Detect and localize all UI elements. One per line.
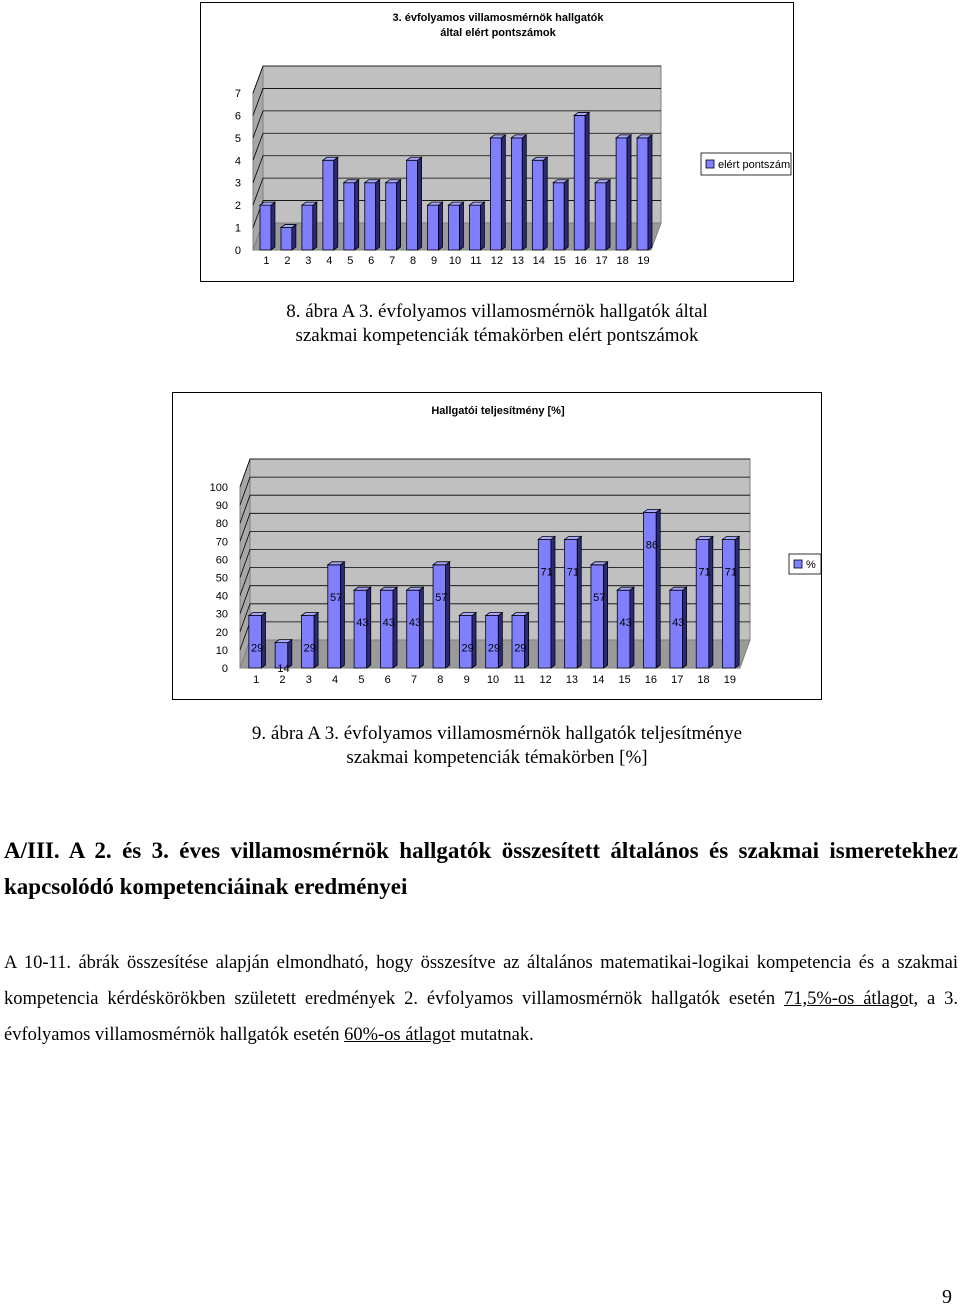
bar	[470, 205, 481, 250]
x-tick-label: 9	[430, 255, 438, 267]
bar-side	[627, 135, 631, 250]
bar	[553, 183, 564, 250]
x-tick-label: 16	[574, 255, 587, 267]
x-tick-label: 12	[490, 255, 504, 267]
x-tick-label: 3	[305, 674, 312, 686]
bar-side	[735, 536, 739, 668]
bar-side	[522, 135, 526, 250]
chart-points	[200, 2, 794, 282]
bar-side	[604, 562, 608, 668]
bar-side	[472, 613, 476, 668]
bar-side	[340, 562, 344, 668]
bar-side	[501, 135, 505, 250]
x-tick-label: 17	[595, 255, 608, 267]
bar	[260, 205, 271, 250]
bar	[365, 183, 376, 250]
x-tick-label: 10	[486, 674, 500, 686]
y-tick-label: 0	[221, 663, 228, 675]
y-tick-label: 2	[234, 200, 241, 213]
data-label: 43	[356, 617, 369, 630]
bar	[616, 138, 627, 250]
legend-label: elért pontszám	[718, 159, 791, 171]
bar-side	[656, 509, 660, 668]
y-tick-label: 1	[234, 222, 241, 235]
x-tick-label: 5	[347, 255, 354, 267]
para-underline-1: 71,5%-os átlago	[783, 989, 909, 1009]
x-tick-label: 5	[358, 674, 365, 686]
figure-9-caption-line1: 9. ábra A 3. évfolyamos villamosmérnök hallgatók teljesítménye	[251, 723, 743, 744]
legend-label: %	[806, 559, 816, 571]
x-tick-label: 16	[644, 674, 658, 686]
bar	[407, 160, 418, 250]
figure-8-caption-line1: 8. ábra A 3. évfolyamos villamosmérnök hallgatók által	[286, 301, 708, 322]
bar-side	[397, 180, 401, 250]
bar-side	[313, 202, 317, 250]
bar-side	[261, 613, 265, 668]
data-label: 29	[461, 642, 474, 655]
data-label: 71	[698, 566, 711, 579]
y-tick-label: 7	[234, 88, 241, 100]
data-label: 57	[593, 591, 606, 604]
bar	[637, 138, 648, 250]
bar	[323, 160, 334, 250]
bar	[449, 205, 460, 250]
x-tick-label: 2	[284, 255, 291, 267]
y-tick-label: 20	[215, 626, 228, 639]
bar-side	[709, 536, 713, 668]
bar	[644, 512, 657, 668]
x-tick-label: 8	[437, 674, 444, 686]
bar-side	[334, 157, 338, 250]
chart-title: Hallgatói teljesítmény [%]	[431, 405, 565, 417]
body-paragraph	[4, 945, 958, 1053]
data-label: 29	[303, 642, 316, 655]
figure-8-caption	[200, 300, 794, 348]
x-tick-label: 6	[368, 255, 375, 267]
bar	[386, 183, 397, 250]
bar-side	[438, 202, 442, 250]
legend-swatch	[706, 160, 714, 168]
y-tick-label: 40	[215, 590, 228, 603]
bar-side	[292, 225, 296, 250]
x-tick-label: 6	[384, 674, 391, 686]
data-label: 57	[329, 591, 343, 604]
bar-side	[498, 613, 502, 668]
section-heading: A/III. A 2. és 3. éves villamosmérnök hallgatók összesített általános és szakmai ismeretekhez kapcsolódó kompetenciáinak eredményei	[4, 838, 958, 899]
y-tick-label: 30	[215, 608, 228, 621]
y-tick-label: 60	[215, 554, 228, 567]
bar	[490, 138, 501, 250]
data-label: 43	[408, 617, 422, 630]
para-text-1: A 10-11. ábrák összesítése alapján elmondható, hogy összesítve az általános matematikai-logikai kompetencia és a szakmai kompetencia kérdéskörökben született eredmények 2. évfolyamos villamosmérnök hallgatók esetén	[4, 953, 958, 1009]
bar	[302, 205, 313, 250]
y-tick-label: 10	[215, 644, 228, 657]
bar	[723, 539, 736, 668]
x-tick-label: 17	[671, 674, 684, 686]
bar-side	[525, 613, 529, 668]
bar-side	[480, 202, 484, 250]
bar-side	[418, 157, 422, 250]
data-label: 43	[672, 617, 685, 630]
data-label: 71	[566, 566, 580, 579]
x-tick-label: 9	[463, 674, 470, 686]
page-number: 9	[942, 1286, 952, 1308]
x-tick-label: 14	[532, 255, 545, 267]
data-label: 71	[724, 566, 737, 579]
y-tick-label: 6	[234, 110, 241, 123]
x-tick-label: 4	[332, 674, 339, 686]
x-tick-label: 10	[448, 255, 462, 267]
x-tick-label: 19	[723, 674, 736, 686]
y-tick-label: 100	[209, 482, 228, 494]
y-tick-label: 80	[215, 518, 228, 531]
x-tick-label: 14	[592, 674, 605, 686]
x-tick-label: 18	[616, 255, 629, 267]
x-tick-label: 15	[618, 674, 631, 686]
x-tick-label: 7	[389, 255, 396, 267]
bar-side	[551, 536, 555, 668]
y-tick-label: 90	[215, 500, 228, 513]
chart-percent	[172, 392, 822, 700]
bar	[591, 565, 604, 668]
chart-percent-svg	[173, 393, 823, 701]
bar	[511, 138, 522, 250]
x-tick-label: 18	[697, 674, 710, 686]
para-text-3: t mutatnak.	[450, 1025, 534, 1045]
chart-title-line1: 3. évfolyamos villamosmérnök hallgatók	[392, 12, 604, 24]
chart-points-svg	[201, 3, 795, 283]
x-tick-label: 8	[410, 255, 417, 267]
x-tick-label: 19	[637, 255, 650, 267]
x-tick-label: 15	[553, 255, 566, 267]
bar	[538, 539, 551, 668]
bar-side	[577, 536, 581, 668]
bar-side	[585, 112, 589, 250]
legend-swatch	[794, 560, 802, 568]
data-label: 57	[435, 591, 448, 604]
data-label: 43	[619, 617, 632, 630]
bar-side	[355, 180, 359, 250]
data-label: 86	[645, 539, 659, 552]
x-tick-label: 1	[253, 674, 260, 686]
data-label: 29	[514, 642, 527, 655]
y-tick-label: 4	[234, 155, 241, 168]
bar	[428, 205, 439, 250]
bar	[532, 160, 543, 250]
bar-side	[459, 202, 463, 250]
data-label: 71	[540, 566, 553, 579]
bar-side	[564, 180, 568, 250]
x-tick-label: 12	[539, 674, 552, 686]
data-label: 14	[277, 663, 290, 675]
bar-side	[314, 613, 318, 668]
para-underline-2: 60%-os átlago	[344, 1025, 451, 1045]
x-tick-label: 13	[511, 255, 524, 267]
x-tick-label: 4	[326, 255, 333, 267]
y-tick-label: 5	[234, 132, 241, 145]
bar	[696, 539, 709, 668]
x-tick-label: 13	[565, 674, 579, 686]
x-tick-label: 7	[410, 674, 418, 686]
data-label: 43	[382, 617, 395, 630]
x-tick-label: 2	[279, 674, 286, 686]
x-tick-label: 11	[513, 674, 526, 686]
y-tick-label: 0	[234, 245, 241, 257]
bar	[281, 228, 292, 250]
chart-title-line2: által elért pontszámok	[440, 27, 556, 39]
data-label: 29	[487, 642, 501, 655]
y-tick-label: 70	[215, 536, 228, 549]
y-tick-label: 50	[215, 572, 228, 585]
bar	[574, 115, 585, 250]
x-tick-label: 3	[305, 255, 312, 267]
data-label: 29	[251, 642, 264, 655]
bar-side	[648, 135, 652, 250]
y-tick-label: 3	[234, 177, 241, 190]
figure-9-caption	[172, 722, 822, 770]
bar-side	[271, 202, 275, 250]
figure-9-caption-line2: szakmai kompetenciák témakörben [%]	[346, 747, 648, 768]
bar-side	[606, 180, 610, 250]
bar-side	[543, 157, 547, 250]
bar	[433, 565, 446, 668]
bar	[565, 539, 578, 668]
bar-side	[446, 562, 450, 668]
para-text-2: t, a 3. évfolyamos villamosmérnök hallgatók esetén	[4, 989, 958, 1045]
x-tick-label: 1	[263, 255, 270, 267]
bar	[328, 565, 341, 668]
x-tick-label: 11	[470, 255, 482, 267]
bar	[595, 183, 606, 250]
bar-side	[376, 180, 380, 250]
figure-8-caption-line2: szakmai kompetenciák témakörben elért pontszámok	[295, 325, 699, 346]
bar	[344, 183, 355, 250]
